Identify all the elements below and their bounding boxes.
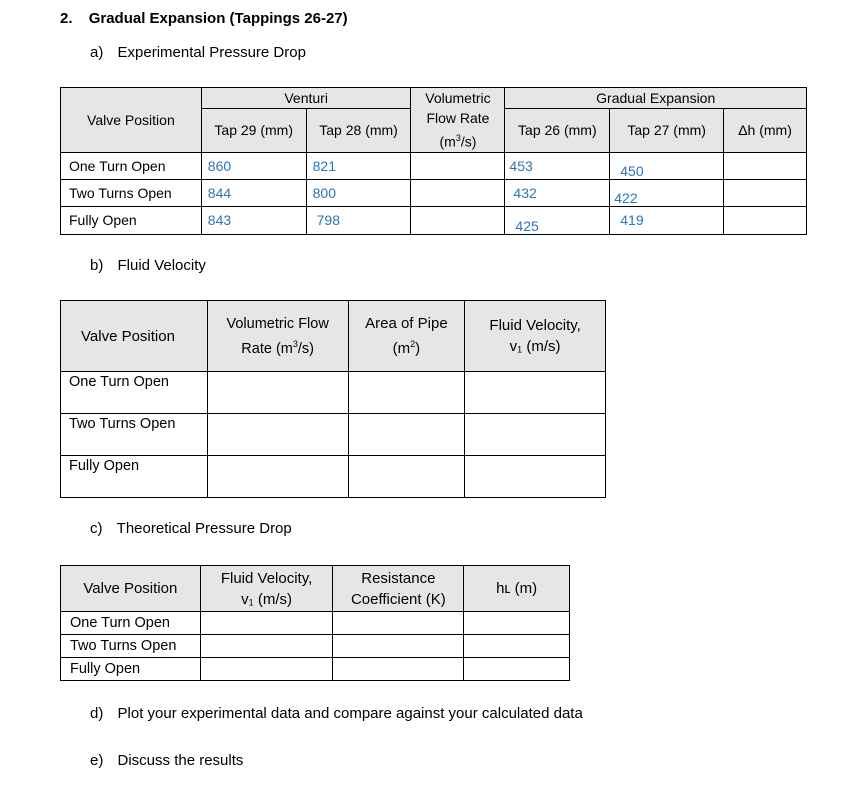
tap29-cell: 860 xyxy=(201,152,306,179)
table-row xyxy=(61,658,570,681)
tap28-cell: 821 xyxy=(306,152,411,179)
unit-exp: 3 xyxy=(292,338,298,349)
dh-header: Δh (mm) xyxy=(724,108,807,152)
velocity-header-line1: Fluid Velocity, xyxy=(489,317,581,334)
unit-end: /s) xyxy=(460,133,477,150)
volumetric-flow-header xyxy=(411,88,505,153)
resistance-cell xyxy=(333,635,464,658)
hl-cell xyxy=(464,612,570,635)
velocity-header-line1: Fluid Velocity, xyxy=(220,569,313,587)
part-b-heading xyxy=(90,257,206,274)
velocity-cell xyxy=(200,635,333,658)
part-d-text: Plot your experimental data and compare against your calculated data xyxy=(117,705,583,722)
part-b-title: Fluid Velocity xyxy=(117,257,206,274)
valve-position-cell: Two Turns Open xyxy=(61,414,208,456)
table-row xyxy=(61,612,570,635)
table-row xyxy=(61,414,606,456)
flow-header-line1: Volumetric Flow xyxy=(226,315,329,332)
tap28-cell: 798 xyxy=(306,206,411,234)
table-row xyxy=(61,456,606,498)
resistance-cell xyxy=(333,658,464,681)
tap26-header: Tap 26 (mm) xyxy=(505,108,610,152)
gradual-expansion-header: Gradual Expansion xyxy=(505,88,807,109)
part-a-heading xyxy=(90,44,306,61)
valve-position-cell: Two Turns Open xyxy=(61,179,202,206)
flow-cell xyxy=(411,152,505,179)
valve-position-header: Valve Position xyxy=(61,88,202,153)
valve-position-cell: One Turn Open xyxy=(61,372,208,414)
part-d-heading xyxy=(90,705,583,722)
table-row xyxy=(61,179,807,206)
valve-position-cell: One Turn Open xyxy=(61,612,201,635)
hl-header: hʟ (m) xyxy=(464,566,570,612)
valve-position-cell: Fully Open xyxy=(61,456,208,498)
resistance-coefficient-header xyxy=(333,566,464,612)
velocity-cell xyxy=(465,372,606,414)
flow-cell xyxy=(207,372,348,414)
part-e-text: Discuss the results xyxy=(117,752,244,769)
unit-base: (m xyxy=(439,133,456,150)
hl-cell xyxy=(464,658,570,681)
flow-cell xyxy=(207,456,348,498)
area-cell xyxy=(348,372,465,414)
area-cell xyxy=(348,414,465,456)
resistance-cell xyxy=(333,612,464,635)
volumetric-flow-line1: Volumetric xyxy=(425,90,491,106)
tap28-header: Tap 28 (mm) xyxy=(306,108,411,152)
velocity-header-line2: v₁ (m/s) xyxy=(241,590,293,608)
dh-cell xyxy=(724,152,807,179)
valve-position-header: Valve Position xyxy=(61,301,208,372)
tap27-cell: 422 xyxy=(610,179,724,206)
fluid-velocity-header xyxy=(200,566,333,612)
unit-base: Rate (m xyxy=(241,340,293,357)
tap27-cell: 419 xyxy=(610,206,724,234)
part-a-title: Experimental Pressure Drop xyxy=(117,44,306,61)
velocity-cell xyxy=(465,414,606,456)
velocity-header-line2: v₁ (m/s) xyxy=(509,338,561,355)
unit-base: (m xyxy=(392,340,411,357)
experimental-pressure-drop-table xyxy=(60,87,807,235)
area-header-line1: Area of Pipe xyxy=(365,315,448,332)
table-row xyxy=(61,372,606,414)
part-a-label: a) xyxy=(90,44,104,61)
part-b-label: b) xyxy=(90,257,104,274)
tap27-cell: 450 xyxy=(610,152,724,179)
dh-cell xyxy=(724,206,807,234)
valve-position-cell: Fully Open xyxy=(61,206,202,234)
table-row xyxy=(61,635,570,658)
table-row xyxy=(61,206,807,234)
flow-cell xyxy=(411,206,505,234)
tap28-cell: 800 xyxy=(306,179,411,206)
area-of-pipe-header xyxy=(348,301,465,372)
tap27-header: Tap 27 (mm) xyxy=(610,108,724,152)
velocity-cell xyxy=(465,456,606,498)
flow-cell xyxy=(207,414,348,456)
flow-cell xyxy=(411,179,505,206)
part-d-label: d) xyxy=(90,705,104,722)
velocity-cell xyxy=(200,612,333,635)
volumetric-flow-line2: Flow Rate xyxy=(426,110,490,126)
part-c-label: c) xyxy=(90,520,103,537)
area-cell xyxy=(348,456,465,498)
unit-end: ) xyxy=(415,340,421,357)
area-header-line2 xyxy=(349,334,465,359)
tap29-cell: 844 xyxy=(201,179,306,206)
part-c-heading xyxy=(90,520,292,537)
fluid-velocity-header xyxy=(465,301,606,372)
valve-position-header: Valve Position xyxy=(61,566,201,612)
tap26-cell: 453 xyxy=(505,152,610,179)
valve-position-cell: Fully Open xyxy=(61,658,201,681)
fluid-velocity-table xyxy=(60,300,606,498)
tap29-cell: 843 xyxy=(201,206,306,234)
flow-header-line2 xyxy=(208,334,348,359)
valve-position-cell: One Turn Open xyxy=(61,152,202,179)
venturi-header: Venturi xyxy=(201,88,411,109)
hl-cell xyxy=(464,635,570,658)
section-title: Gradual Expansion (Tappings 26-27) xyxy=(88,10,348,27)
dh-cell xyxy=(724,179,807,206)
part-e-heading xyxy=(90,752,243,769)
part-e-label: e) xyxy=(90,752,104,769)
volumetric-flow-header xyxy=(207,301,348,372)
section-heading xyxy=(60,10,348,27)
tap26-cell: 425 xyxy=(505,206,610,234)
table-row xyxy=(61,152,807,179)
unit-end: /s) xyxy=(297,340,314,357)
resistance-header-line2: Coefficient (K) xyxy=(350,590,446,608)
volumetric-flow-unit xyxy=(411,128,504,152)
resistance-header-line1: Resistance xyxy=(361,569,436,587)
tap26-cell: 432 xyxy=(505,179,610,206)
theoretical-pressure-drop-table xyxy=(60,565,570,681)
tap29-header: Tap 29 (mm) xyxy=(201,108,306,152)
part-c-title: Theoretical Pressure Drop xyxy=(116,520,292,537)
unit-exp: 2 xyxy=(410,339,416,349)
unit-exp: 3 xyxy=(455,133,461,143)
velocity-cell xyxy=(200,658,333,681)
valve-position-cell: Two Turns Open xyxy=(61,635,201,658)
section-number: 2. xyxy=(60,10,73,27)
